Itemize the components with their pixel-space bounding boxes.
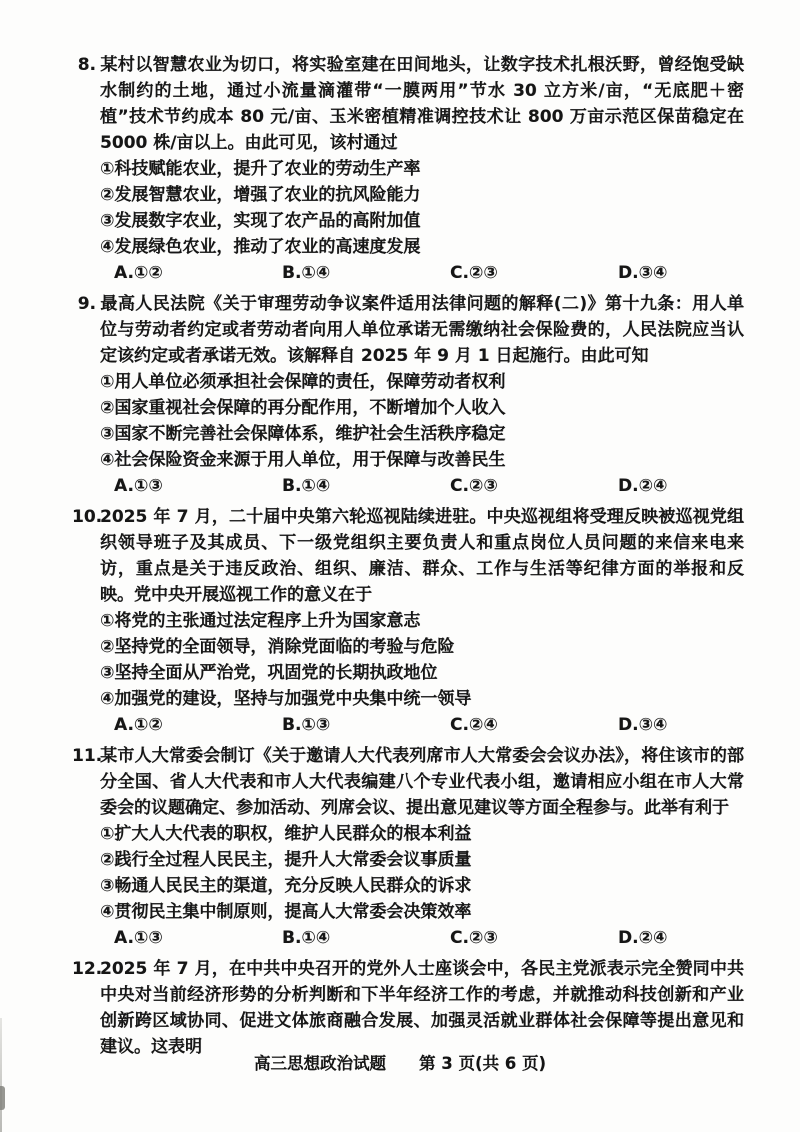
page-footer [0,1050,800,1074]
exam-content [72,52,744,1065]
choice-d: D.③④ [618,263,668,283]
question-stem [72,743,744,821]
sub-option-1: ①用人单位必须承担社会保障的责任，保障劳动者权利 [100,372,506,392]
question-9 [72,291,744,499]
question-stem-text: 某市人大常委会制订《关于邀请人大代表列席市人大常委会会议办法》，将住该市的部分全国、省人大代表和市人大代表编建八个专业代表小组，邀请相应小组在市人大常委会的议题确定、参加活动、列席会议、提出意见建议等方面全程参与。此举有利于 [100,746,744,818]
question-12 [72,956,744,1060]
choice-a: A.①③ [114,476,163,496]
sub-option-3: ③畅通人民民主的渠道，充分反映人民群众的诉求 [100,876,472,896]
sub-option-2: ②发展智慧农业，增强了农业的抗风险能力 [100,185,421,205]
choice-b: B.①④ [282,263,331,283]
question-stem-text: 最高人民法院《关于审理劳动争议案件适用法律问题的解释(二)》第十九条：用人单位与劳动者约定或者劳动者向用人单位承诺无需缴纳社会保险费的，人民法院应当认定该约定或者承诺无效。该解释自 2025 年 9 月 1 日起施行。由此可知 [100,294,744,366]
sub-option-4: ④社会保险资金来源于用人单位，用于保障与改善民生 [100,450,506,470]
choices-row [72,712,744,738]
question-number: 11. [72,746,103,766]
question-8 [72,52,744,286]
question-stem-text: 某村以智慧农业为切口，将实验室建在田间地头，让数字技术扎根沃野，曾经饱受缺水制约的土地，通过小流量滴灌带“一膜两用”节水 30 立方米/亩，“无底肥＋密植”技术节约成本 80 元/亩、玉米密植精准调控技术让 800 万亩示范区保苗稳定在 5000 株/亩以上。由此可见，该村通过 [100,55,744,153]
question-number: 9. [77,294,96,314]
question-stem [72,291,744,369]
question-stem [72,52,744,156]
scan-edge-mark [0,1086,5,1110]
choice-c: C.②③ [450,263,498,283]
sub-option-3: ③发展数字农业，实现了农产品的高附加值 [100,211,421,231]
choice-b: B.①④ [282,476,331,496]
choices-row [72,473,744,499]
sub-option-4: ④贯彻民主集中制原则，提高人大常委会决策效率 [100,902,472,922]
choice-b: B.①③ [282,715,331,735]
sub-option-1: ①将党的主张通过法定程序上升为国家意志 [100,611,421,631]
sub-option-3: ③国家不断完善社会保障体系，维护社会生活秩序稳定 [100,424,506,444]
question-number: 12. [72,959,103,979]
choice-d: D.③④ [618,715,668,735]
choices-row [72,260,744,286]
sub-option-1: ①扩大人大代表的职权，维护人民群众的根本利益 [100,824,472,844]
choice-a: A.①③ [114,928,163,948]
choices-row [72,925,744,951]
question-stem-text: 2025 年 7 月，二十届中央第六轮巡视陆续进驻。中央巡视组将受理反映被巡视党组织领导班子及其成员、下一级党组织主要负责人和重点岗位人员问题的来信来电来访，重点是关于违反政治、组织、廉洁、群众、工作与生活等纪律方面的举报和反映。党中央开展巡视工作的意义在于 [100,507,744,605]
footer-exam-title: 高三思想政治试题 [253,1054,386,1073]
choice-c: C.②④ [450,715,498,735]
sub-option-2: ②坚持党的全面领导，消除党面临的考验与危险 [100,637,455,657]
choice-d: D.②④ [618,928,668,948]
question-stem [72,956,744,1060]
sub-option-2: ②践行全过程人民民主，提升人大常委会议事质量 [100,850,472,870]
question-11 [72,743,744,951]
question-10 [72,504,744,738]
sub-option-4: ④发展绿色农业，推动了农业的高速度发展 [100,237,421,257]
choice-d: D.②④ [618,476,668,496]
sub-option-2: ②国家重视社会保障的再分配作用，不断增加个人收入 [100,398,506,418]
choice-a: A.①② [114,263,163,283]
question-number: 8. [77,55,96,75]
question-stem [72,504,744,608]
choice-c: C.②③ [450,928,498,948]
sub-option-3: ③坚持全面从严治党，巩固党的长期执政地位 [100,663,438,683]
choice-b: B.①④ [282,928,331,948]
choice-c: C.②③ [450,476,498,496]
footer-page-number: 第 3 页(共 6 页) [418,1054,547,1073]
sub-option-4: ④加强党的建设，坚持与加强党中央集中统一领导 [100,689,472,709]
sub-option-1: ①科技赋能农业，提升了农业的劳动生产率 [100,159,421,179]
scan-edge-shadow [0,1018,2,1132]
question-stem-text: 2025 年 7 月，在中共中央召开的党外人士座谈会中，各民主党派表示完全赞同中共中央对当前经济形势的分析判断和下半年经济工作的考虑，并就推动科技创新和产业创新跨区域协同、促进文体旅商融合发展、加强灵活就业群体社会保障等提出意见和建议。这表明 [100,959,744,1057]
question-number: 10. [72,507,103,527]
choice-a: A.①② [114,715,163,735]
